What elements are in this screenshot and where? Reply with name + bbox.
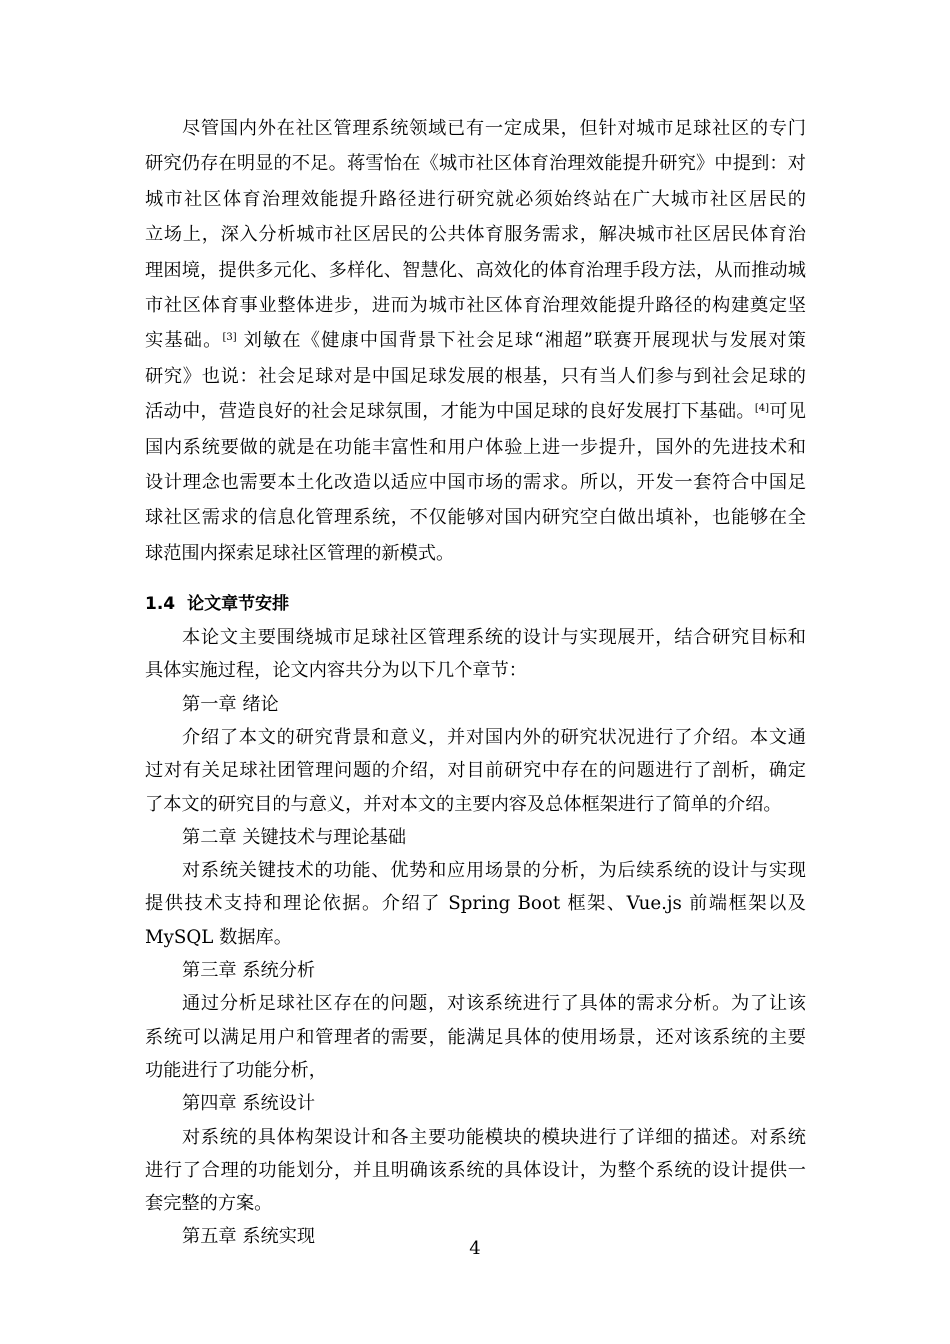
- text-line: 系统可以满足用户和管理者的需要，能满足具体的使用场景，还对该系统的主要: [145, 1026, 806, 1048]
- section-title: 论文章节安排: [187, 594, 290, 615]
- text-segment: 尽管国内外在社区管理系统领域已有一定成果，但针对城市足球社区的专门: [182, 118, 806, 139]
- text-line: 进行了合理的功能划分，并且明确该系统的具体设计，为整个系统的设计提供一: [145, 1159, 806, 1181]
- text-line: 提供技术支持和理论依据。介绍了 Spring Boot 框架、Vue.js 前端框架以及: [145, 893, 806, 915]
- text-line: [145, 182, 806, 217]
- text-line: 套完整的方案。: [145, 1193, 273, 1215]
- text-segment: 理困境，提供多元化、多样化、智慧化、高效化的体育治理手段方法，从而推动城: [145, 259, 806, 281]
- text-line: 介绍了本文的研究背景和意义，并对国内外的研究状况进行了介绍。本文通: [182, 726, 806, 748]
- text-line: [145, 111, 806, 146]
- text-line: 通过分析足球社区存在的问题，对该系统进行了具体的需求分析。为了让该: [182, 993, 806, 1015]
- text-segment: 研究》也说：社会足球对是中国足球发展的根基，只有当人们参与到社会足球的: [145, 365, 806, 387]
- text-line: [145, 288, 806, 323]
- text-segment: 可见: [769, 401, 806, 423]
- section-body: [145, 621, 806, 1254]
- text-segment: 活动中，营造良好的社会足球氛围，才能为中国足球的良好发展打下基础。: [145, 401, 755, 423]
- text-line: 第三章 系统分析: [182, 960, 316, 982]
- section-number: 1.4: [145, 594, 176, 615]
- text-segment: 球社区需求的信息化管理系统，不仅能够对国内研究空白做出填补，也能够在全: [145, 507, 806, 529]
- document-body: [145, 111, 806, 1254]
- text-line: [145, 536, 806, 571]
- text-line: 对系统的具体构架设计和各主要功能模块的模块进行了详细的描述。对系统: [182, 1126, 806, 1148]
- text-segment: 球范围内探索足球社区管理的新模式。: [145, 542, 455, 564]
- page-number: 4: [469, 1238, 481, 1259]
- text-line: [145, 253, 806, 288]
- text-line: 了本文的研究目的与意义，并对本文的主要内容及总体框架进行了简单的介绍。: [145, 793, 782, 815]
- text-line: 第二章 关键技术与理论基础: [182, 826, 407, 848]
- text-line: 功能进行了功能分析，: [145, 1059, 327, 1081]
- text-segment: 研究仍存在明显的不足。蒋雪怡在《城市社区体育治理效能提升研究》中提到：对: [145, 153, 806, 175]
- text-line: [145, 500, 806, 535]
- text-line: 对系统关键技术的功能、优势和应用场景的分析，为后续系统的设计与实现: [182, 860, 806, 882]
- paragraph-related-research: [145, 111, 806, 571]
- text-line: 过对有关足球社团管理问题的介绍，对目前研究中存在的问题进行了剖析，确定: [145, 760, 806, 782]
- text-line: [145, 146, 806, 181]
- text-line: 第一章 绪论: [182, 693, 279, 715]
- citation-reference: [4]: [754, 403, 770, 415]
- text-line: [145, 430, 806, 465]
- text-line: MySQL 数据库。: [145, 926, 292, 948]
- text-segment: 国内系统要做的就是在功能丰富性和用户体验上进一步提升，国外的先进技术和: [145, 436, 806, 458]
- text-line: [145, 217, 806, 252]
- text-line: [145, 465, 806, 500]
- citation-reference: [3]: [222, 332, 237, 344]
- text-line: [145, 394, 806, 429]
- text-segment: 市社区体育事业整体进步，进而为城市社区体育治理效能提升路径的构建奠定坚: [145, 294, 806, 316]
- text-segment: 设计理念也需要本土化改造以适应中国市场的需求。所以，开发一套符合中国足: [145, 471, 806, 493]
- section-heading: [145, 587, 806, 621]
- text-line: [145, 323, 806, 358]
- text-line: 第五章 系统实现: [182, 1226, 316, 1248]
- text-line: 具体实施过程，论文内容共分为以下几个章节：: [145, 660, 527, 682]
- text-segment: 实基础。: [145, 330, 223, 352]
- text-line: [145, 359, 806, 394]
- text-segment: 刘敏在《健康中国背景下社会足球“湘超”联赛开展现状与发展对策: [236, 330, 806, 352]
- text-segment: 立场上，深入分析城市社区居民的公共体育服务需求，解决城市社区居民体育治: [145, 224, 806, 246]
- text-line: 本论文主要围绕城市足球社区管理系统的设计与实现展开，结合研究目标和: [182, 627, 806, 649]
- text-line: 第四章 系统设计: [182, 1093, 316, 1115]
- text-segment: 城市社区体育治理效能提升路径进行研究就必须始终站在广大城市社区居民的: [145, 188, 806, 210]
